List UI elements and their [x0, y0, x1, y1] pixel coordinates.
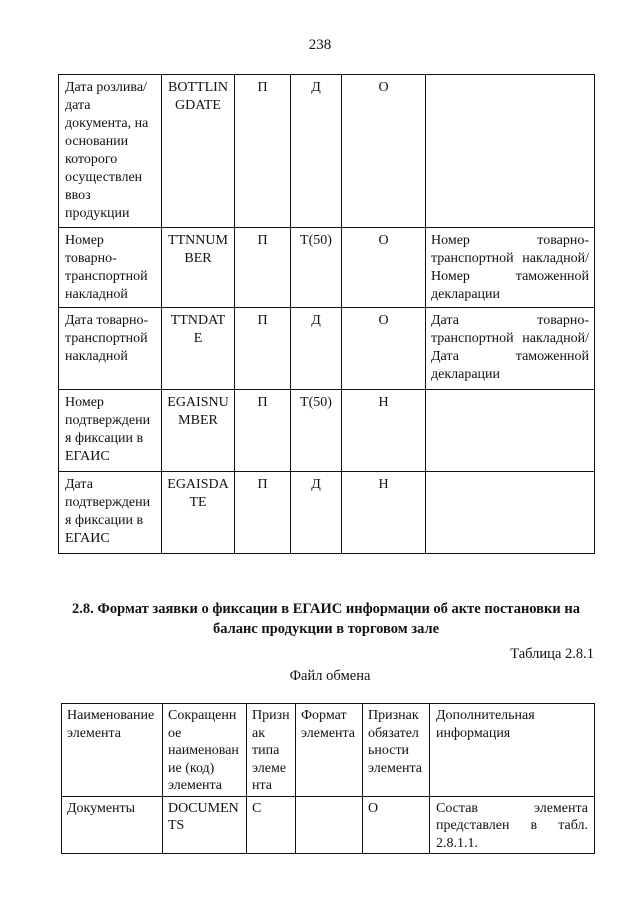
element-code-cell: TTNNUMBER: [162, 228, 235, 308]
element-name-cell: Дата розлива/дата документа, на основании которого осуществлен ввоз продукции: [59, 75, 162, 228]
element-required-cell: О: [342, 308, 426, 390]
element-name-cell: Документы: [62, 796, 163, 854]
element-name-cell: Номер подтверждения фиксации в ЕГАИС: [59, 390, 162, 472]
table-label: Таблица 2.8.1: [510, 646, 594, 662]
element-code-cell: BOTTLINGDATE: [162, 75, 235, 228]
element-name-cell: Дата товарно-транспортной накладной: [59, 308, 162, 390]
table-row: [59, 75, 595, 228]
element-type-cell: П: [235, 228, 291, 308]
element-format-cell: Т(50): [291, 228, 342, 308]
element-type-cell: П: [235, 390, 291, 472]
table-row: [62, 796, 595, 854]
element-format-cell: Д: [291, 75, 342, 228]
header-cell: Наименование элемента: [62, 704, 163, 797]
header-cell: Формат элемента: [296, 704, 363, 797]
table-subtitle: Файл обмена: [289, 668, 371, 684]
element-code-cell: DOCUMENTS: [163, 796, 247, 854]
element-type-cell: П: [235, 308, 291, 390]
element-format-cell: [296, 796, 363, 854]
element-format-cell: Т(50): [291, 390, 342, 472]
header-cell: Дополнительная информация: [430, 704, 595, 797]
element-format-cell: Д: [291, 472, 342, 554]
element-info-cell: [426, 390, 595, 472]
header-cell: Сокращенное наименование (код) элемента: [163, 704, 247, 797]
element-format-cell: Д: [291, 308, 342, 390]
element-name-cell: Дата подтверждения фиксации в ЕГАИС: [59, 472, 162, 554]
table-row: [59, 308, 595, 390]
element-info-cell: [426, 472, 595, 554]
element-info-cell: Состав элемента представлен в табл. 2.8.1.1.: [430, 796, 595, 854]
element-required-cell: О: [342, 75, 426, 228]
element-info-cell: Номер товарно-транспортной накладной/Номер таможенной декларации: [426, 228, 595, 308]
element-name-cell: Номер товарно-транспортной накладной: [59, 228, 162, 308]
exchange-file-table: [61, 703, 595, 854]
element-type-cell: С: [247, 796, 296, 854]
table-row: [59, 228, 595, 308]
element-code-cell: EGAISDATE: [162, 472, 235, 554]
elements-table-continued: [58, 74, 595, 554]
element-required-cell: Н: [342, 472, 426, 554]
table-row: [59, 390, 595, 472]
element-required-cell: О: [342, 228, 426, 308]
element-info-cell: [426, 75, 595, 228]
table-row: [59, 472, 595, 554]
page-number: 238: [308, 37, 332, 53]
element-code-cell: TTNDATE: [162, 308, 235, 390]
element-required-cell: Н: [342, 390, 426, 472]
element-code-cell: EGAISNUMBER: [162, 390, 235, 472]
element-type-cell: П: [235, 472, 291, 554]
section-title: 2.8. Формат заявки о фиксации в ЕГАИС информации об акте постановки на баланс продукции в торговом зале: [72, 601, 580, 637]
element-required-cell: О: [363, 796, 430, 854]
element-type-cell: П: [235, 75, 291, 228]
header-cell: Признак обязательности элемента: [363, 704, 430, 797]
table-header-row: [62, 704, 595, 797]
element-info-cell: Дата товарно-транспортной накладной/ Дата таможенной декларации: [426, 308, 595, 390]
header-cell: Признак типа элемента: [247, 704, 296, 797]
